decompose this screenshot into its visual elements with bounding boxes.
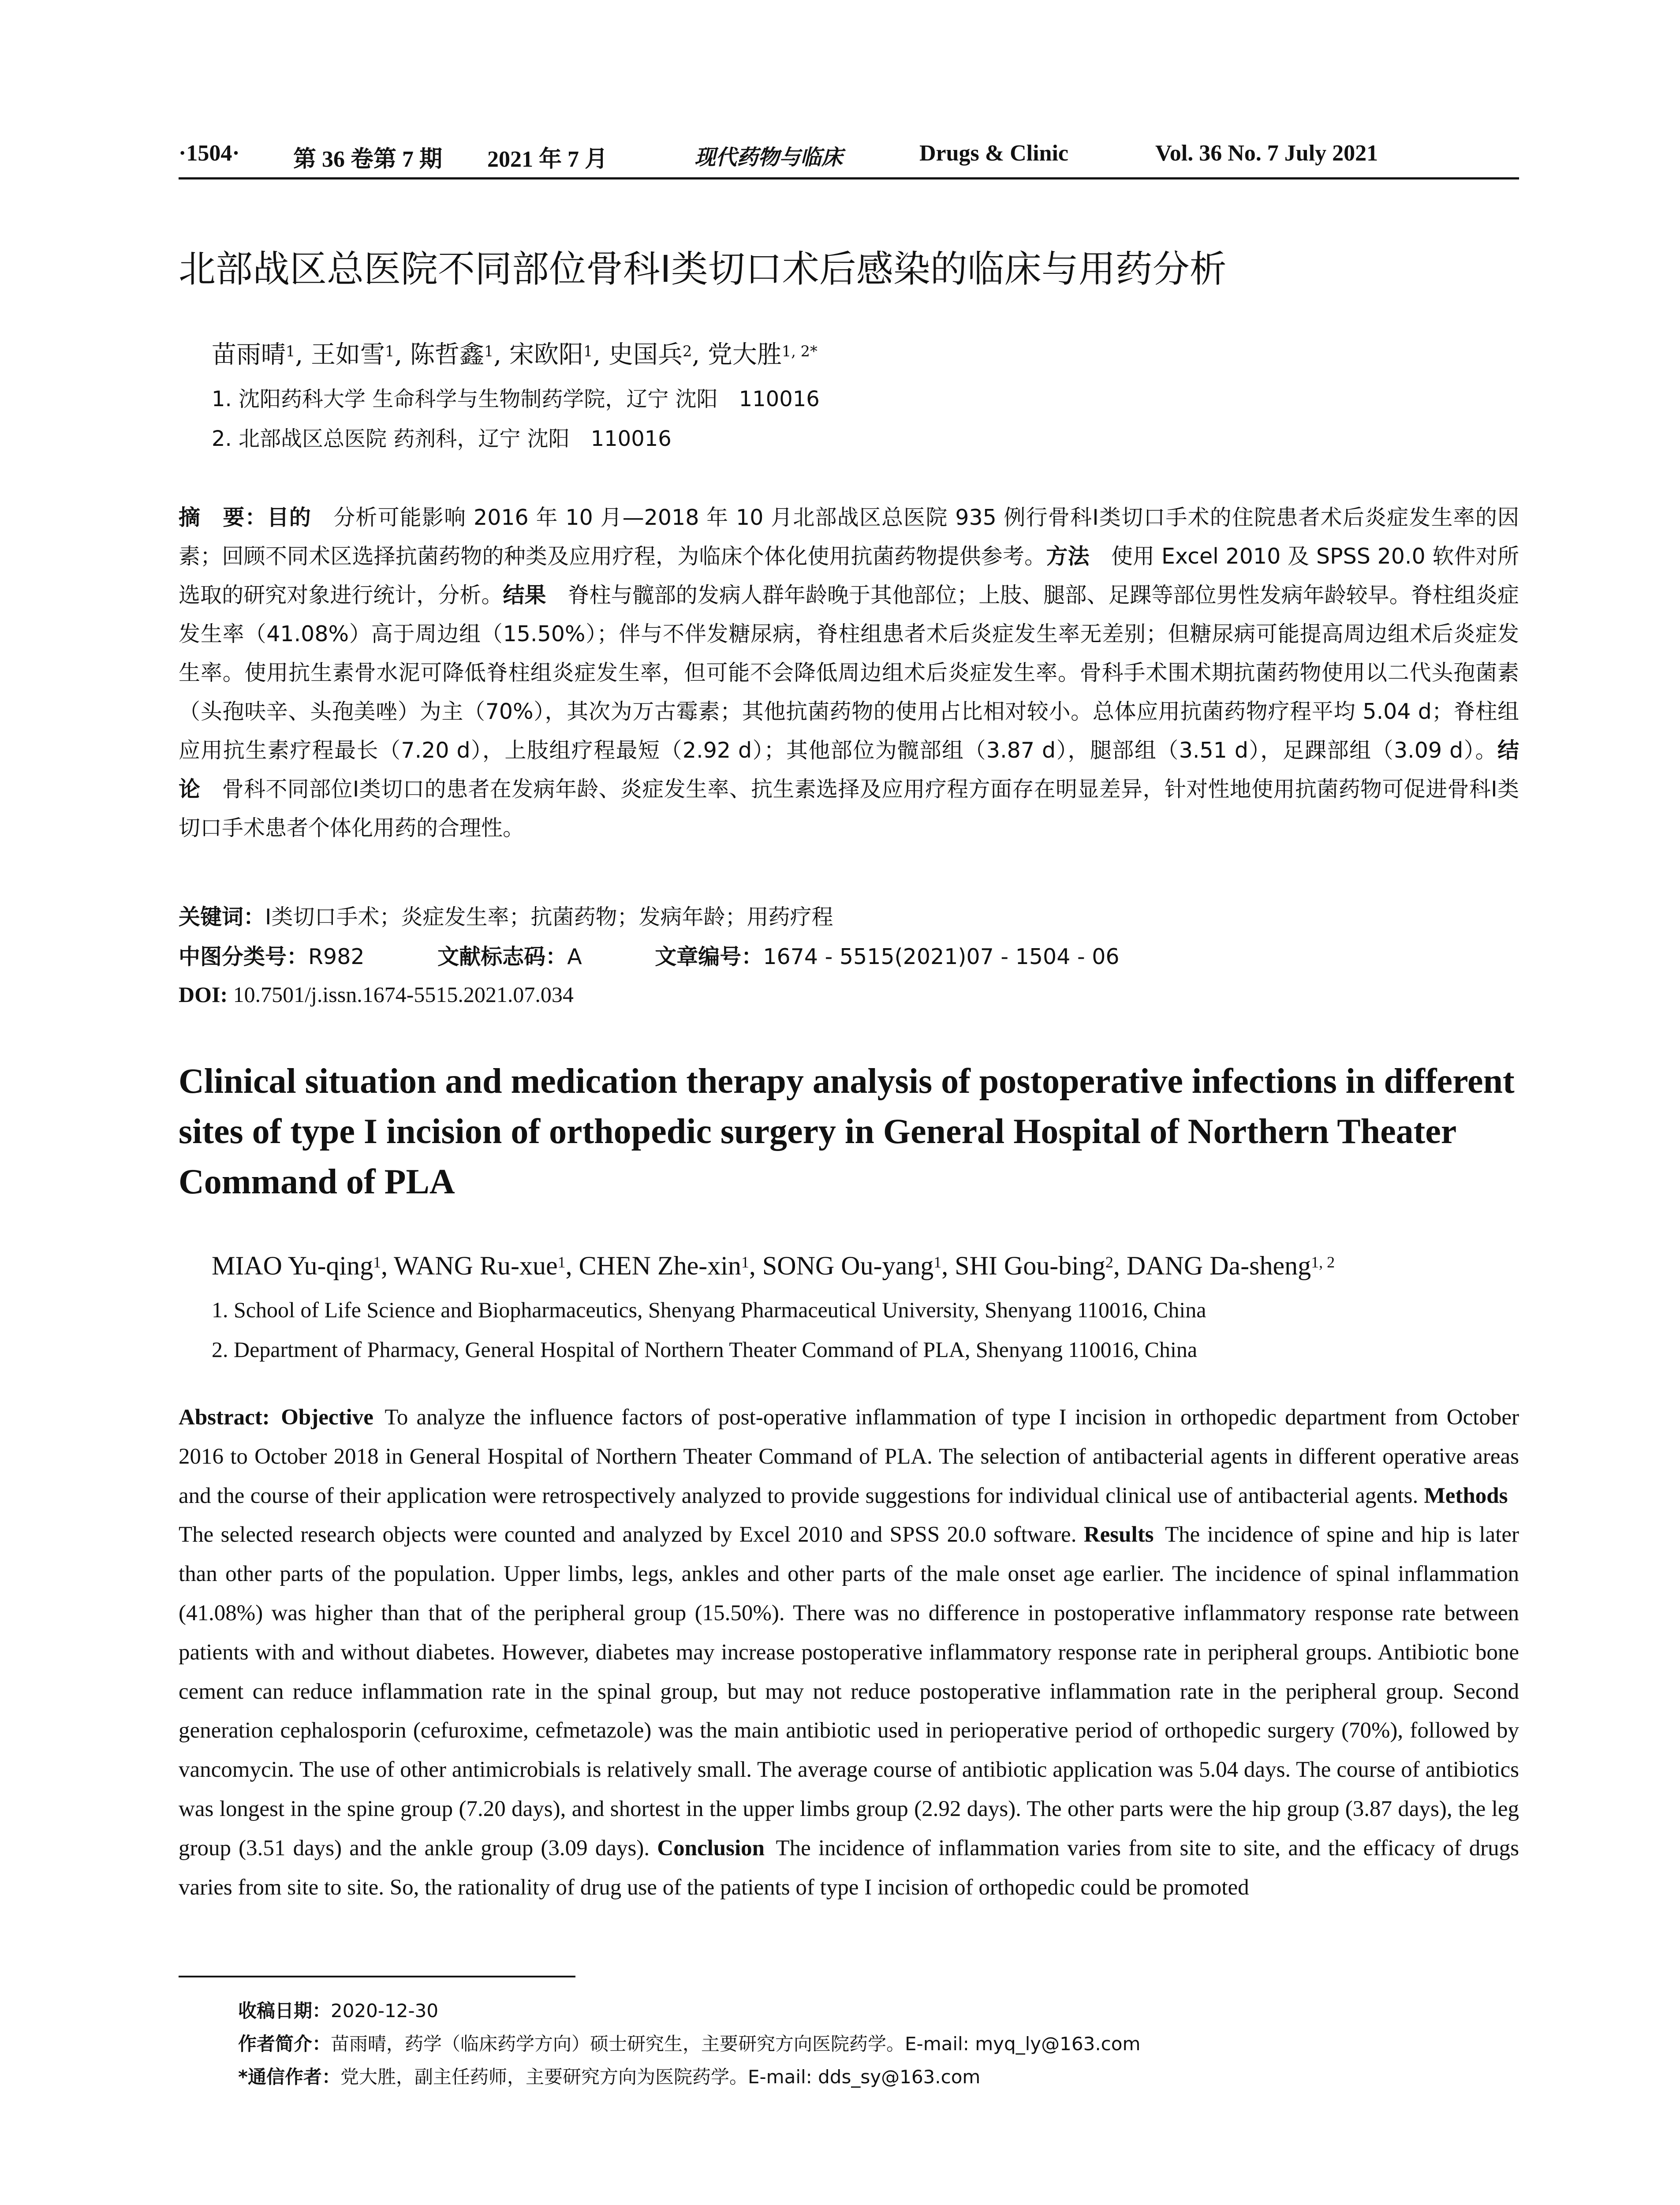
author-list-cn: 苗雨晴$^1$, 王如雪$^1$, 陈哲鑫$^1$, 宋欧阳$^1$, 史国兵$^2$, 党大胜$^{1, 2*}$ [212, 340, 818, 369]
clc-value: R982 [308, 944, 365, 969]
abstract-label: 摘 要： [179, 505, 267, 530]
author-name: SHI Gou-bing [955, 1251, 1105, 1280]
corresponding-text: 党大胜，副主任药师，主要研究方向为医院药学。E-mail: dds_sy@163.com [340, 2066, 981, 2088]
doi-line [179, 977, 1519, 1012]
methods-text: The selected research objects were counted and analyzed by Excel 2010 and SPSS 20.0 software. [179, 1522, 1077, 1547]
author-name: WANG Ru-xue [394, 1251, 558, 1280]
conclusion-label: 结论 [179, 738, 1519, 802]
conclusion-text: The incidence of inflammation varies from site to site, and the efficacy of drugs varies from site to site. So, the rationality of drug use of the patients of type I incision of orthopedic could be promoted [179, 1835, 1519, 1900]
author-affiliation-mark: 1 [933, 1253, 942, 1271]
results-text: 脊柱与髋部的发病人群年龄晚于其他部位；上肢、腿部、足踝等部位男性发病年龄较早。脊柱组炎症发生率（41.08%）高于周边组（15.50%）；伴与不伴发糖尿病，脊柱组患者术后炎症发生率无差别；但糖尿病可能提高周边组术后炎症发生率。使用抗生素骨水泥可降低脊柱组炎症发生率，但可能不会降低周边组术后炎症发生率。骨科手术围术期抗菌药物使用以二代头孢菌素（头孢呋辛、头孢美唑）为主（70%），其次为万古霉素；其他抗菌药物的使用占比相对较小。总体应用抗菌药物疗程平均 5.04 d；脊柱组应用抗生素疗程最长（7.20 d），上肢组疗程最短（2.92 d）；其他部位为髋部组（3.87 d），腿部组（3.51 d），足踝部组（3.09 d）。 [179, 583, 1519, 763]
author-affiliation-mark: 1 [286, 342, 295, 360]
received-label: 收稿日期： [238, 2000, 331, 2022]
footnote-author-bio [238, 2029, 1140, 2059]
conclusion-text: 骨科不同部位I类切口的患者在发病年龄、炎症发生率、抗生素选择及应用疗程方面存在明显差异，针对性地使用抗菌药物可促进骨科I类切口手术患者个体化用药的合理性。 [179, 777, 1519, 841]
author-name: 陈哲鑫 [410, 340, 484, 369]
results-label: 结果 [503, 583, 546, 608]
article-title-cn: 北部战区总医院不同部位骨科I类切口术后感染的临床与用药分析 [179, 247, 1227, 291]
abstract-cn [179, 498, 1519, 848]
journal-name-cn: 现代药物与临床 [694, 145, 843, 170]
journal-name-en: Drugs & Clinic [919, 141, 1068, 166]
doi-value: 10.7501/j.issn.1674-5515.2021.07.034 [233, 982, 574, 1007]
author-name: SONG Ou-yang [762, 1251, 934, 1280]
author-bio-text: 苗雨晴，药学（临床药学方向）硕士研究生，主要研究方向医院药学。E-mail: myq_ly@163.com [331, 2033, 1141, 2055]
objective-label: 目的 [267, 505, 312, 530]
clc-label: 中图分类号： [179, 944, 309, 969]
affiliation-en-1: 1. School of Life Science and Biopharmaceutics, Shenyang Pharmaceutical University, Shenyang 110016, China [212, 1297, 1206, 1322]
author-name: 史国兵 [608, 340, 683, 369]
abstract-en [179, 1398, 1519, 1907]
author-name: DANG Da-sheng [1126, 1251, 1311, 1280]
objective-text: 分析可能影响 2016 年 10 月—2018 年 10 月北部战区总医院 935 例行骨科I类切口手术的住院患者术后炎症发生率的因素；回顾不同术区选择抗菌药物的种类及应用疗程，为临床个体化使用抗菌药物提供参考。 [179, 505, 1519, 569]
author-name: 苗雨晴 [212, 340, 286, 369]
author-bio-label: 作者简介： [238, 2033, 331, 2055]
conclusion-label: Conclusion [657, 1835, 765, 1861]
author-name: 王如雪 [310, 340, 385, 369]
affiliation-en-2: 2. Department of Pharmacy, General Hospital of Northern Theater Command of PLA, Shenyang 110016, China [212, 1337, 1198, 1362]
received-date: 2020-12-30 [331, 2000, 439, 2022]
author-affiliation-mark: 1 [557, 1253, 566, 1271]
doc-code-label: 文献标志码： [437, 944, 567, 969]
methods-label: 方法 [1046, 544, 1090, 569]
author-affiliation-mark: 1, 2 [1311, 1253, 1335, 1271]
author-affiliation-mark: 1, 2* [781, 342, 818, 360]
footnote-received [238, 1996, 438, 2026]
objective-text: To analyze the influence factors of post-operative inflammation of type I incision in orthopedic department from October 2016 to October 2018 in General Hospital of Northern Theater Command of PLA. The selection of antibacterial agents in different operative areas and the course of their application were retrospectively analyzed to provide suggestions for individual clinical use of antibacterial agents. [179, 1405, 1519, 1508]
author-name: 党大胜 [707, 340, 782, 369]
classification-line [179, 939, 1519, 975]
volume-issue-en: Vol. 36 No. 7 July 2021 [1155, 141, 1378, 166]
running-header [179, 140, 1519, 176]
footnote-rule [179, 1976, 575, 1977]
results-text: The incidence of spine and hip is later than other parts of the population. Upper limbs, legs, ankles and other parts of the male onset age earlier. The incidence of spinal inflammation (41.08%) was higher than that of the peripheral group (15.50%). There was no difference in postoperative inflammatory response rate between patients with and without diabetes. However, diabetes may increase postoperative inflammatory response rate in peripheral groups. Antibiotic bone cement can reduce inflammation rate in the spinal group, but may not reduce postoperative inflammation rate in the peripheral group. Second generation cephalosporin (cefuroxime, cefmetazole) was the main antibiotic used in perioperative period of orthopedic surgery (70%), followed by vancomycin. The use of other antimicrobials is relatively small. The average course of antibiotic application was 5.04 days. The course of antibiotics was longest in the spine group (7.20 days), and shortest in the upper limbs group (2.92 days). The other parts were the hip group (3.87 days), the leg group (3.51 days) and the ankle group (3.09 days). [179, 1522, 1519, 1861]
author-list-en: MIAO Yu-qing$^1$, WANG Ru-xue$^1$, CHEN Zhe-xin$^1$, SONG Ou-yang$^1$, SHI Gou-bing$^2$, DANG Da-sheng$^{1, 2}$ [212, 1251, 1335, 1280]
author-affiliation-mark: 1 [385, 342, 395, 360]
date-cn: 2021 年 7 月 [487, 147, 608, 172]
affiliation-cn-2: 2. 北部战区总医院 药剂科，辽宁 沈阳 110016 [212, 426, 672, 451]
author-name: MIAO Yu-qing [212, 1251, 373, 1280]
header-rule [179, 177, 1519, 179]
author-name: CHEN Zhe-xin [579, 1251, 741, 1280]
corresponding-label: *通信作者： [238, 2066, 340, 2088]
objective-label: Objective [281, 1405, 373, 1430]
article-number-value: 1674 - 5515(2021)07 - 1504 - 06 [763, 944, 1120, 969]
abstract-label: Abstract: [179, 1405, 270, 1430]
article-title-en: Clinical situation and medication therapy analysis of postoperative infections in different sites of type I incision of orthopedic surgery in General Hospital of Northern Theater Command of PLA [179, 1062, 1515, 1201]
author-affiliation-mark: 2 [682, 342, 692, 360]
affiliation-cn-1: 1. 沈阳药科大学 生命科学与生物制药学院，辽宁 沈阳 110016 [212, 387, 820, 411]
author-affiliation-mark: 2 [1105, 1253, 1113, 1271]
author-affiliation-mark: 1 [583, 342, 593, 360]
results-label: Results [1083, 1522, 1154, 1547]
author-affiliation-mark: 1 [484, 342, 494, 360]
methods-label: Methods [1424, 1483, 1508, 1508]
volume-issue-cn: 第 36 卷第 7 期 [293, 147, 443, 172]
author-name: 宋欧阳 [509, 340, 583, 369]
article-number-label: 文章编号： [655, 944, 763, 969]
author-affiliation-mark: 1 [741, 1253, 749, 1271]
doc-code-value: A [567, 944, 582, 969]
methods-text: 使用 Excel 2010 及 SPSS 20.0 软件对所选取的研究对象进行统计，分析。 [179, 544, 1519, 608]
footnote-corresponding [238, 2062, 980, 2093]
keywords-cn [179, 900, 1519, 935]
doi-label: DOI: [179, 982, 228, 1007]
keywords-text: I类切口手术；炎症发生率；抗菌药物；发病年龄；用药疗程 [265, 904, 833, 930]
keywords-label: 关键词： [179, 904, 265, 930]
page-number: ·1504· [179, 141, 240, 166]
author-affiliation-mark: 1 [373, 1253, 381, 1271]
